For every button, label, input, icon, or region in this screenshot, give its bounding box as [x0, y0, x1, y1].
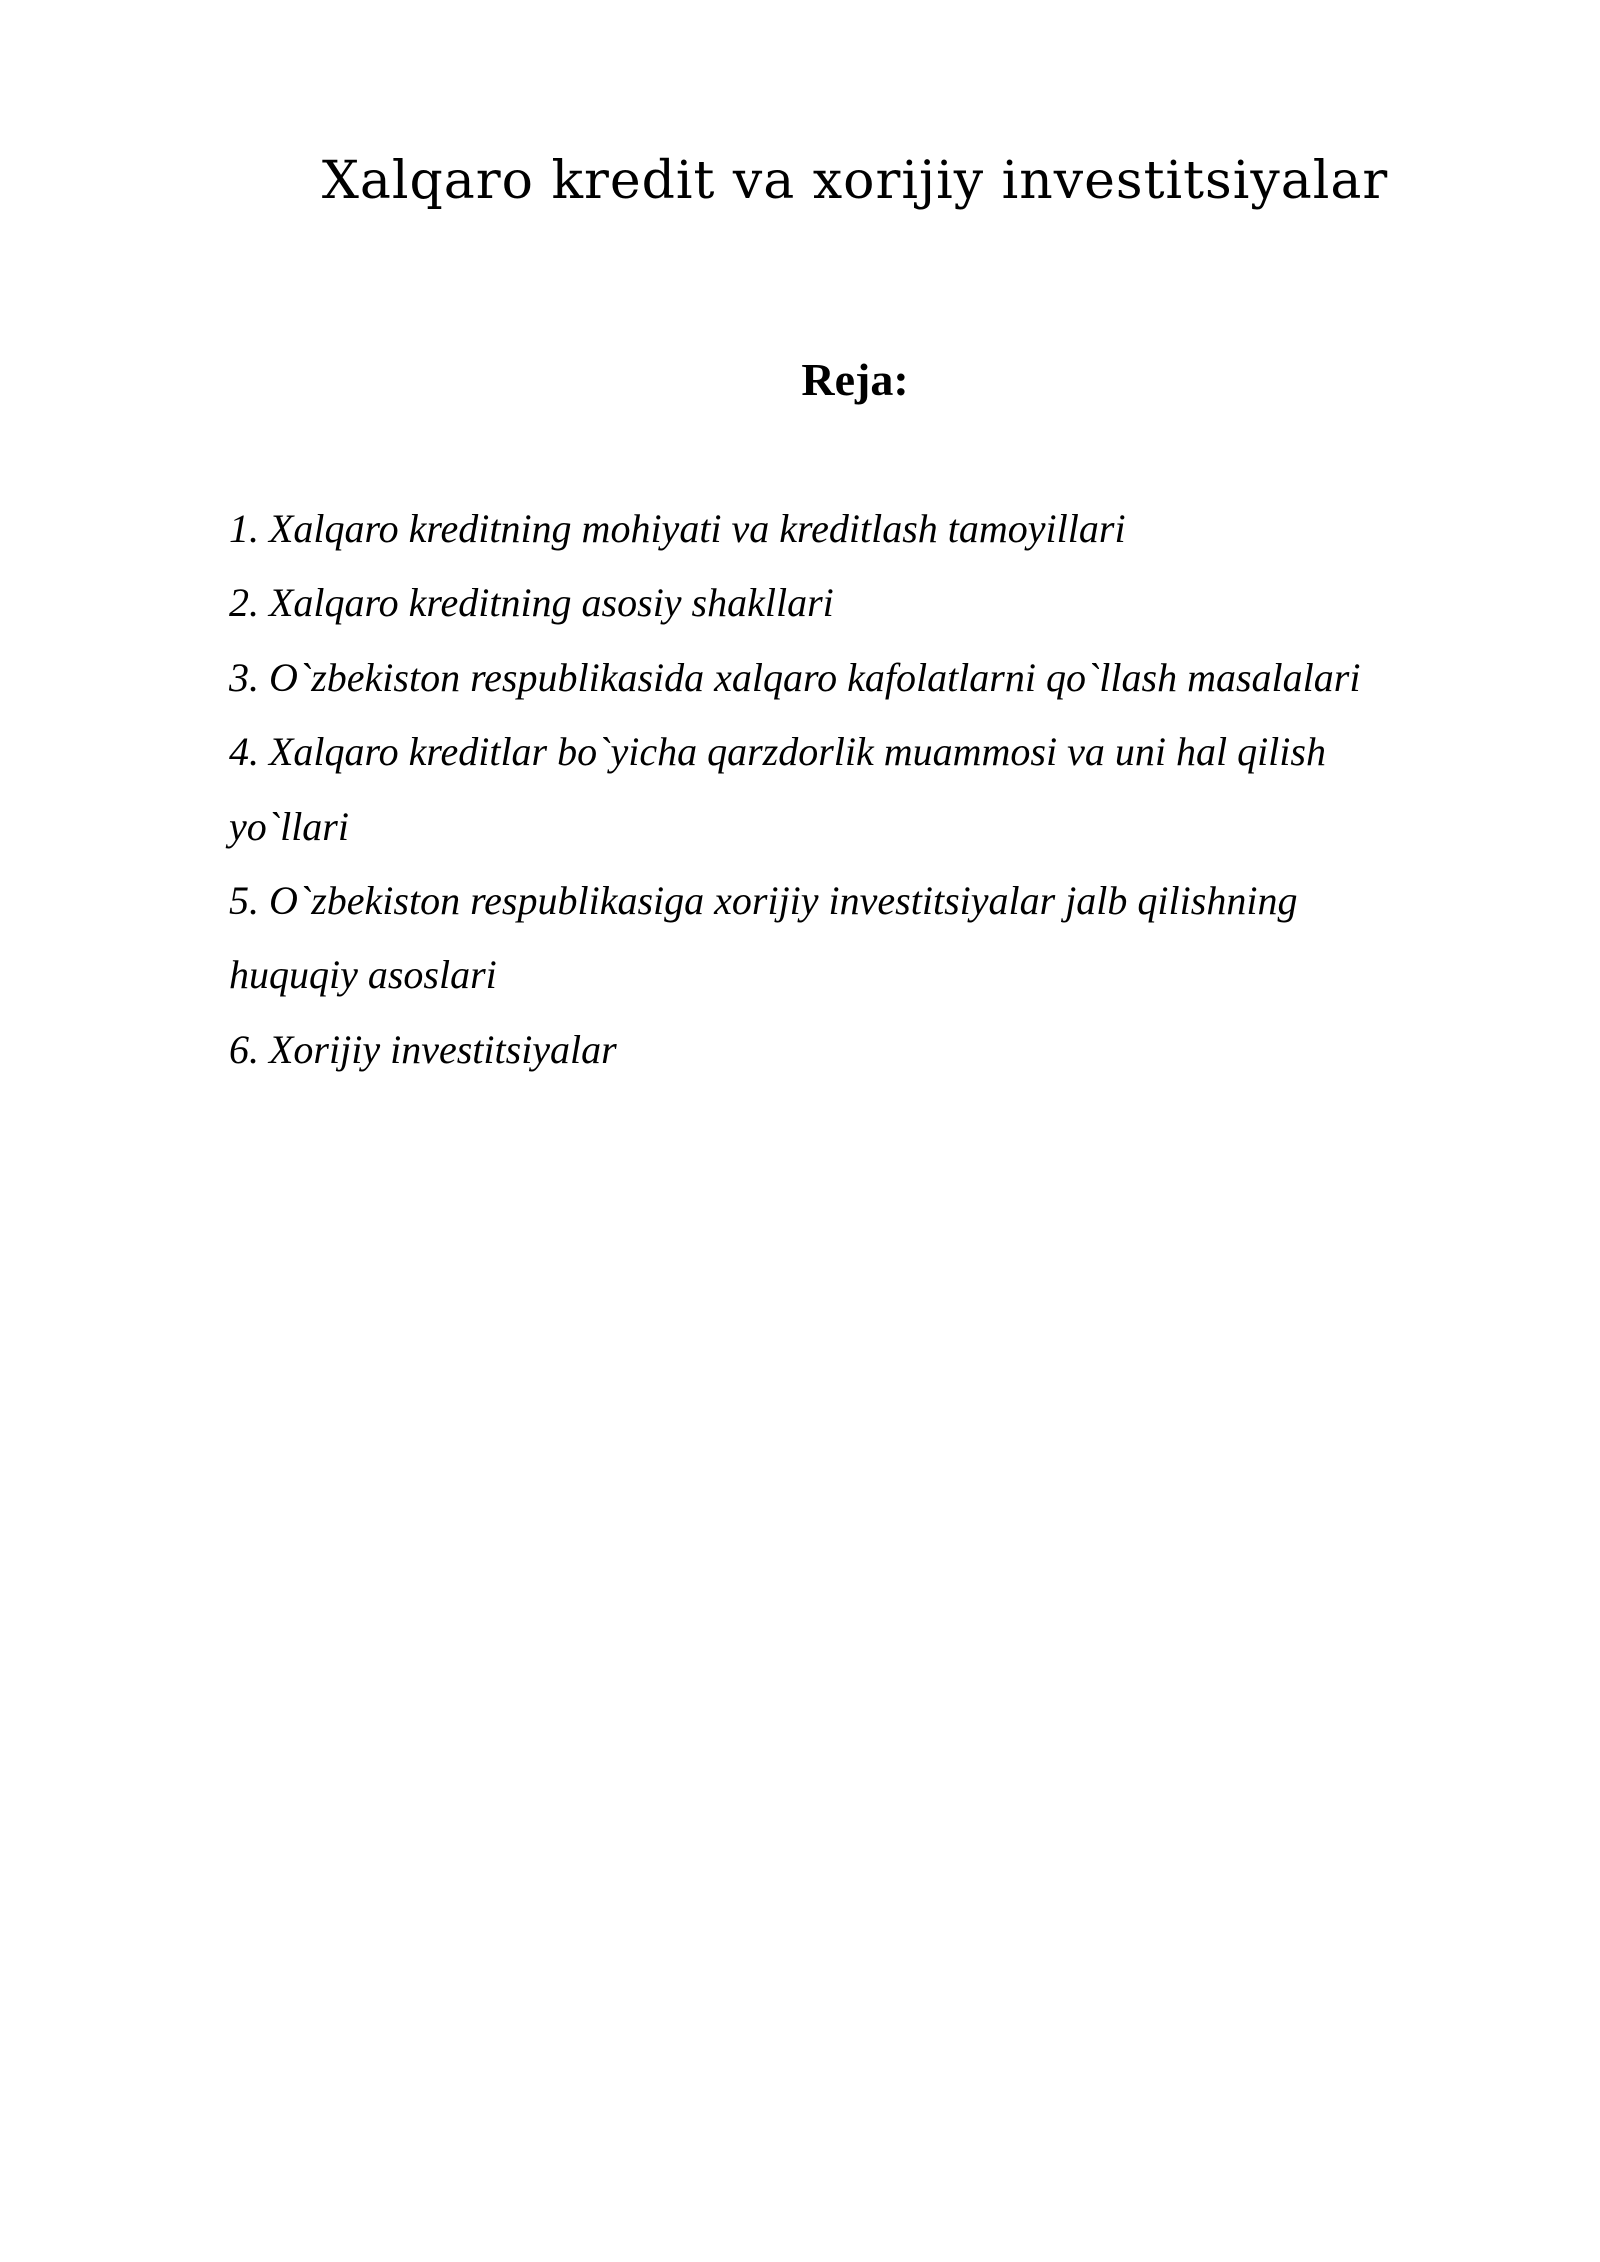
plan-heading: Reja:: [801, 354, 909, 405]
plan-item-2: 2. Xalqaro kreditning asosiy shakllari: [229, 580, 834, 626]
plan-item-3: 3. O`zbekiston respublikasida xalqaro kafolatlarni qo`llash masalalari: [229, 654, 1361, 700]
plan-item-5: 5. O`zbekiston respublikasiga xorijiy investitsiyalar jalb qilishning huquqiy asoslari: [229, 878, 1298, 998]
plan-list: [229, 492, 1429, 1087]
plan-item-4: 4. Xalqaro kreditlar bo`yicha qarzdorlik muammosi va uni hal qilish yo`llari: [229, 729, 1326, 849]
plan-item-6: 6. Xorijiy investitsiyalar: [229, 1026, 617, 1072]
plan-item-1: 1. Xalqaro kreditning mohiyati va kreditlash tamoyillari: [229, 506, 1126, 551]
document-title: Xalqaro kredit va xorijiy investitsiyalar: [321, 151, 1389, 211]
